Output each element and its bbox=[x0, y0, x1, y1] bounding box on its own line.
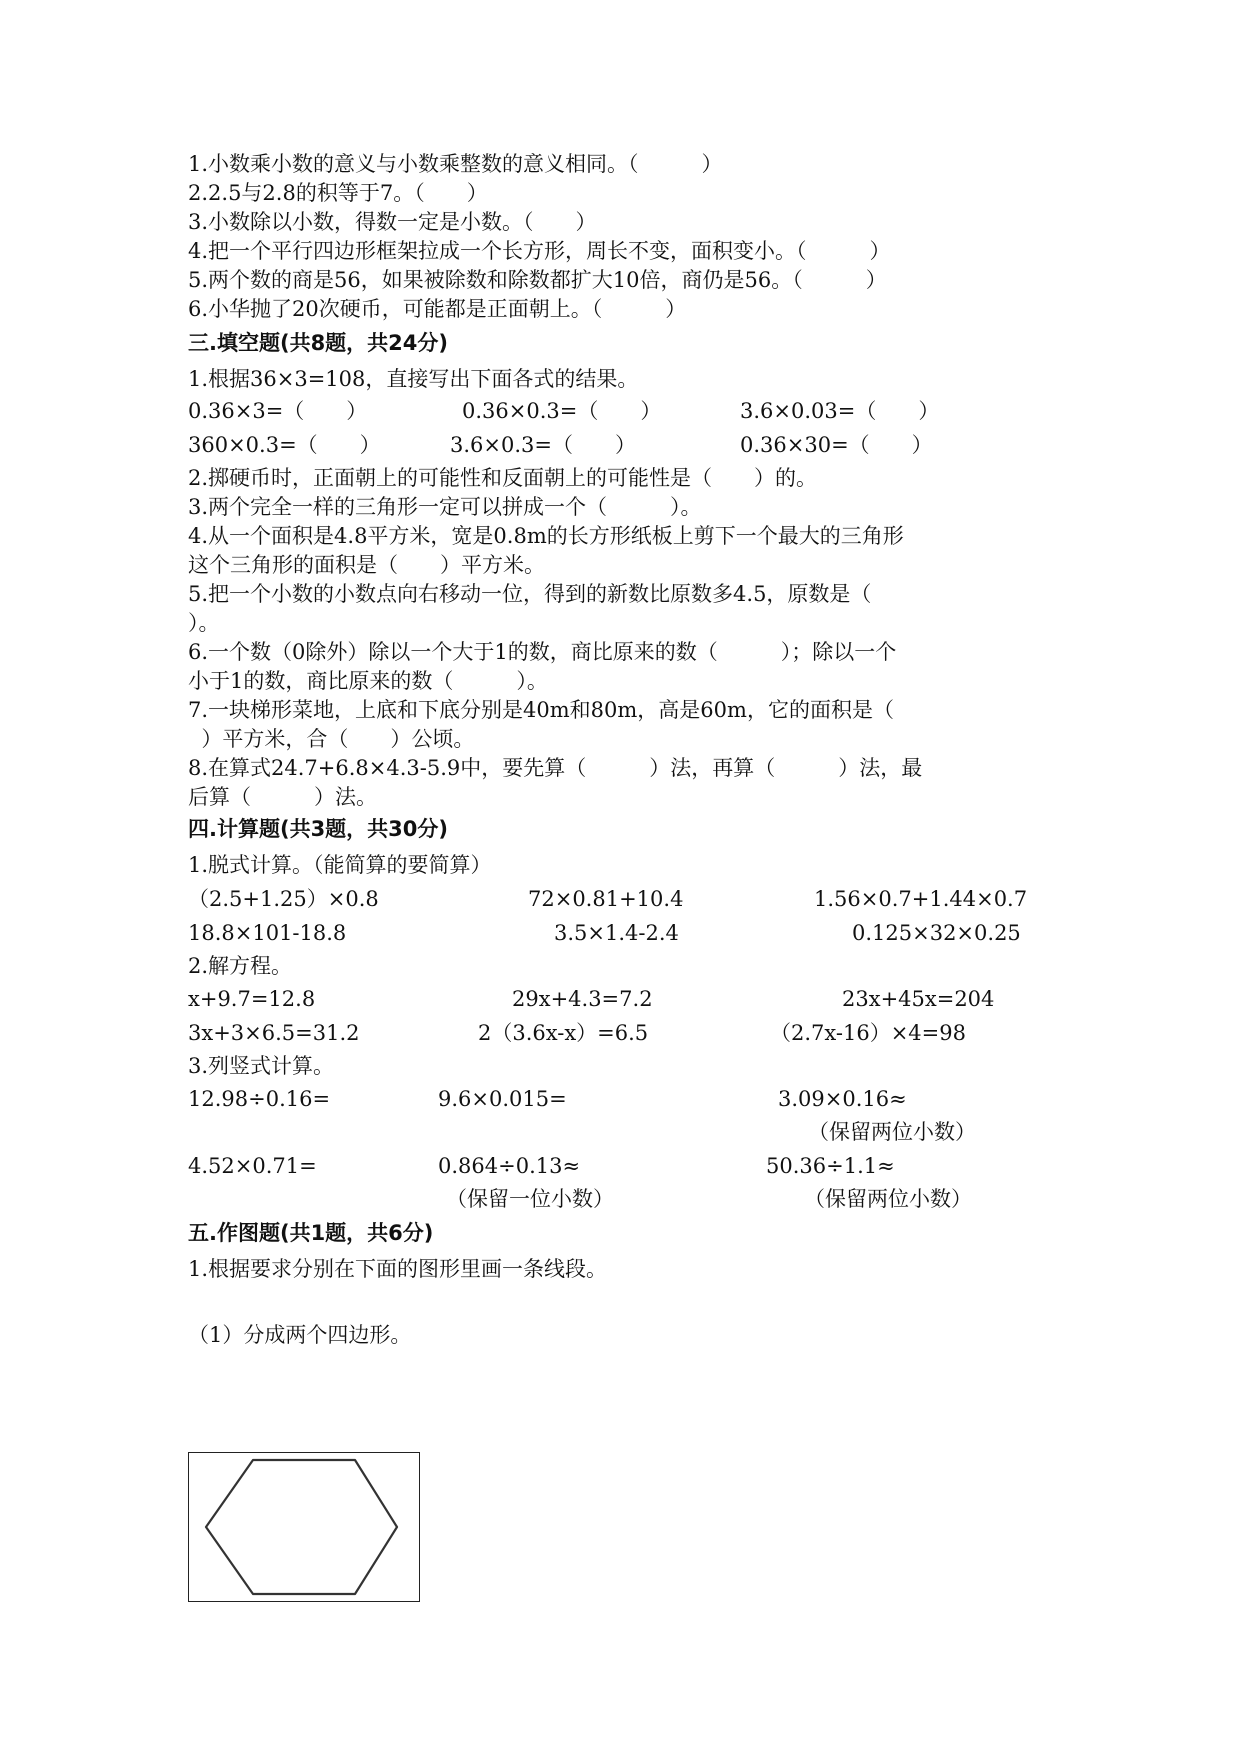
equation-item: 3x+3×6.5=31.2 bbox=[188, 1021, 360, 1045]
judgment-item-1: 1.小数乘小数的意义与小数乘整数的意义相同。（ ） bbox=[188, 152, 723, 176]
judgment-item-6: 6.小华抛了20次硬币，可能都是正面朝上。（ ） bbox=[188, 297, 687, 321]
vertical-calc-item: 4.52×0.71= bbox=[188, 1154, 317, 1178]
fill-q5-line1: 5.把一个小数的小数点向右移动一位，得到的新数比原数多4.5，原数是（ bbox=[188, 582, 872, 606]
judgment-item-3: 3.小数除以小数，得数一定是小数。（ ） bbox=[188, 210, 597, 234]
calc-q1-item: 1.56×0.7+1.44×0.7 bbox=[814, 887, 1028, 911]
fill-q7-line2: ）平方米，合（ ）公顷。 bbox=[188, 727, 475, 751]
calc-q1-item: 3.5×1.4-2.4 bbox=[554, 921, 679, 945]
hexagon-figure bbox=[189, 1453, 418, 1600]
fill-q1-item: 3.6×0.3=（ ） bbox=[450, 433, 636, 457]
fill-q1-item: 360×0.3=（ ） bbox=[188, 433, 381, 457]
fill-q3: 3.两个完全一样的三角形一定可以拼成一个（ ）。 bbox=[188, 495, 702, 519]
rounding-note: （保留两位小数） bbox=[804, 1187, 972, 1211]
vertical-calc-item: 12.98÷0.16= bbox=[188, 1087, 331, 1111]
vertical-calc-item: 0.864÷0.13≈ bbox=[438, 1154, 581, 1178]
fill-q1-item: 0.36×0.3=（ ） bbox=[462, 399, 662, 423]
calc-q1-item: 0.125×32×0.25 bbox=[852, 921, 1021, 945]
fill-q6-line2: 小于1的数，商比原来的数（ ）。 bbox=[188, 669, 548, 693]
draw-q1-sub1: （1）分成两个四边形。 bbox=[188, 1323, 412, 1347]
hexagon-shape bbox=[206, 1460, 397, 1594]
rounding-note: （保留两位小数） bbox=[808, 1120, 976, 1144]
fill-q6-line1: 6.一个数（0除外）除以一个大于1的数，商比原来的数（ ）；除以一个 bbox=[188, 640, 897, 664]
equation-item: 23x+45x=204 bbox=[842, 987, 995, 1011]
section-3-heading: 三.填空题(共8题，共24分) bbox=[188, 331, 449, 355]
equation-item: （2.7x-16）×4=98 bbox=[770, 1021, 966, 1045]
fill-q1-item: 3.6×0.03=（ ） bbox=[740, 399, 940, 423]
judgment-item-5: 5.两个数的商是56，如果被除数和除数都扩大10倍，商仍是56。（ ） bbox=[188, 268, 887, 292]
calc-q3: 3.列竖式计算。 bbox=[188, 1054, 335, 1078]
vertical-calc-item: 9.6×0.015= bbox=[438, 1087, 567, 1111]
equation-item: x+9.7=12.8 bbox=[188, 987, 316, 1011]
judgment-item-2: 2.2.5与2.8的积等于7。（ ） bbox=[188, 181, 488, 205]
fill-q5-line2: ）。 bbox=[188, 611, 220, 635]
fill-q4-line1: 4.从一个面积是4.8平方米，宽是0.8m的长方形纸板上剪下一个最大的三角形 bbox=[188, 524, 904, 548]
section-5-heading: 五.作图题(共1题，共6分) bbox=[188, 1221, 434, 1245]
fill-q1-item: 0.36×3=（ ） bbox=[188, 399, 368, 423]
fill-q4-line2: 这个三角形的面积是（ ）平方米。 bbox=[188, 553, 545, 577]
section-4-heading: 四.计算题(共3题，共30分) bbox=[188, 817, 449, 841]
calc-q1-item: （2.5+1.25）×0.8 bbox=[188, 887, 379, 911]
rounding-note: （保留一位小数） bbox=[446, 1187, 614, 1211]
calc-q2: 2.解方程。 bbox=[188, 954, 293, 978]
equation-item: 29x+4.3=7.2 bbox=[512, 987, 653, 1011]
fill-q1-item: 0.36×30=（ ） bbox=[740, 433, 933, 457]
fill-q8-line2: 后算（ ）法。 bbox=[188, 785, 377, 809]
judgment-item-4: 4.把一个平行四边形框架拉成一个长方形，周长不变，面积变小。（ ） bbox=[188, 239, 891, 263]
calc-q1-item: 18.8×101-18.8 bbox=[188, 921, 347, 945]
fill-q8-line1: 8.在算式24.7+6.8×4.3-5.9中，要先算（ ）法，再算（ ）法，最 bbox=[188, 756, 923, 780]
calc-q1-item: 72×0.81+10.4 bbox=[528, 887, 684, 911]
vertical-calc-item: 3.09×0.16≈ bbox=[778, 1087, 907, 1111]
hexagon-figure-box bbox=[188, 1452, 420, 1602]
fill-q1: 1.根据36×3=108，直接写出下面各式的结果。 bbox=[188, 367, 639, 391]
calc-q1: 1.脱式计算。（能简算的要简算） bbox=[188, 853, 492, 877]
draw-q1: 1.根据要求分别在下面的图形里画一条线段。 bbox=[188, 1257, 608, 1281]
vertical-calc-item: 50.36÷1.1≈ bbox=[766, 1154, 895, 1178]
fill-q2: 2.掷硬币时，正面朝上的可能性和反面朝上的可能性是（ ）的。 bbox=[188, 466, 818, 490]
fill-q7-line1: 7.一块梯形菜地，上底和下底分别是40m和80m，高是60m，它的面积是（ bbox=[188, 698, 894, 722]
equation-item: 2（3.6x-x）=6.5 bbox=[478, 1021, 649, 1045]
